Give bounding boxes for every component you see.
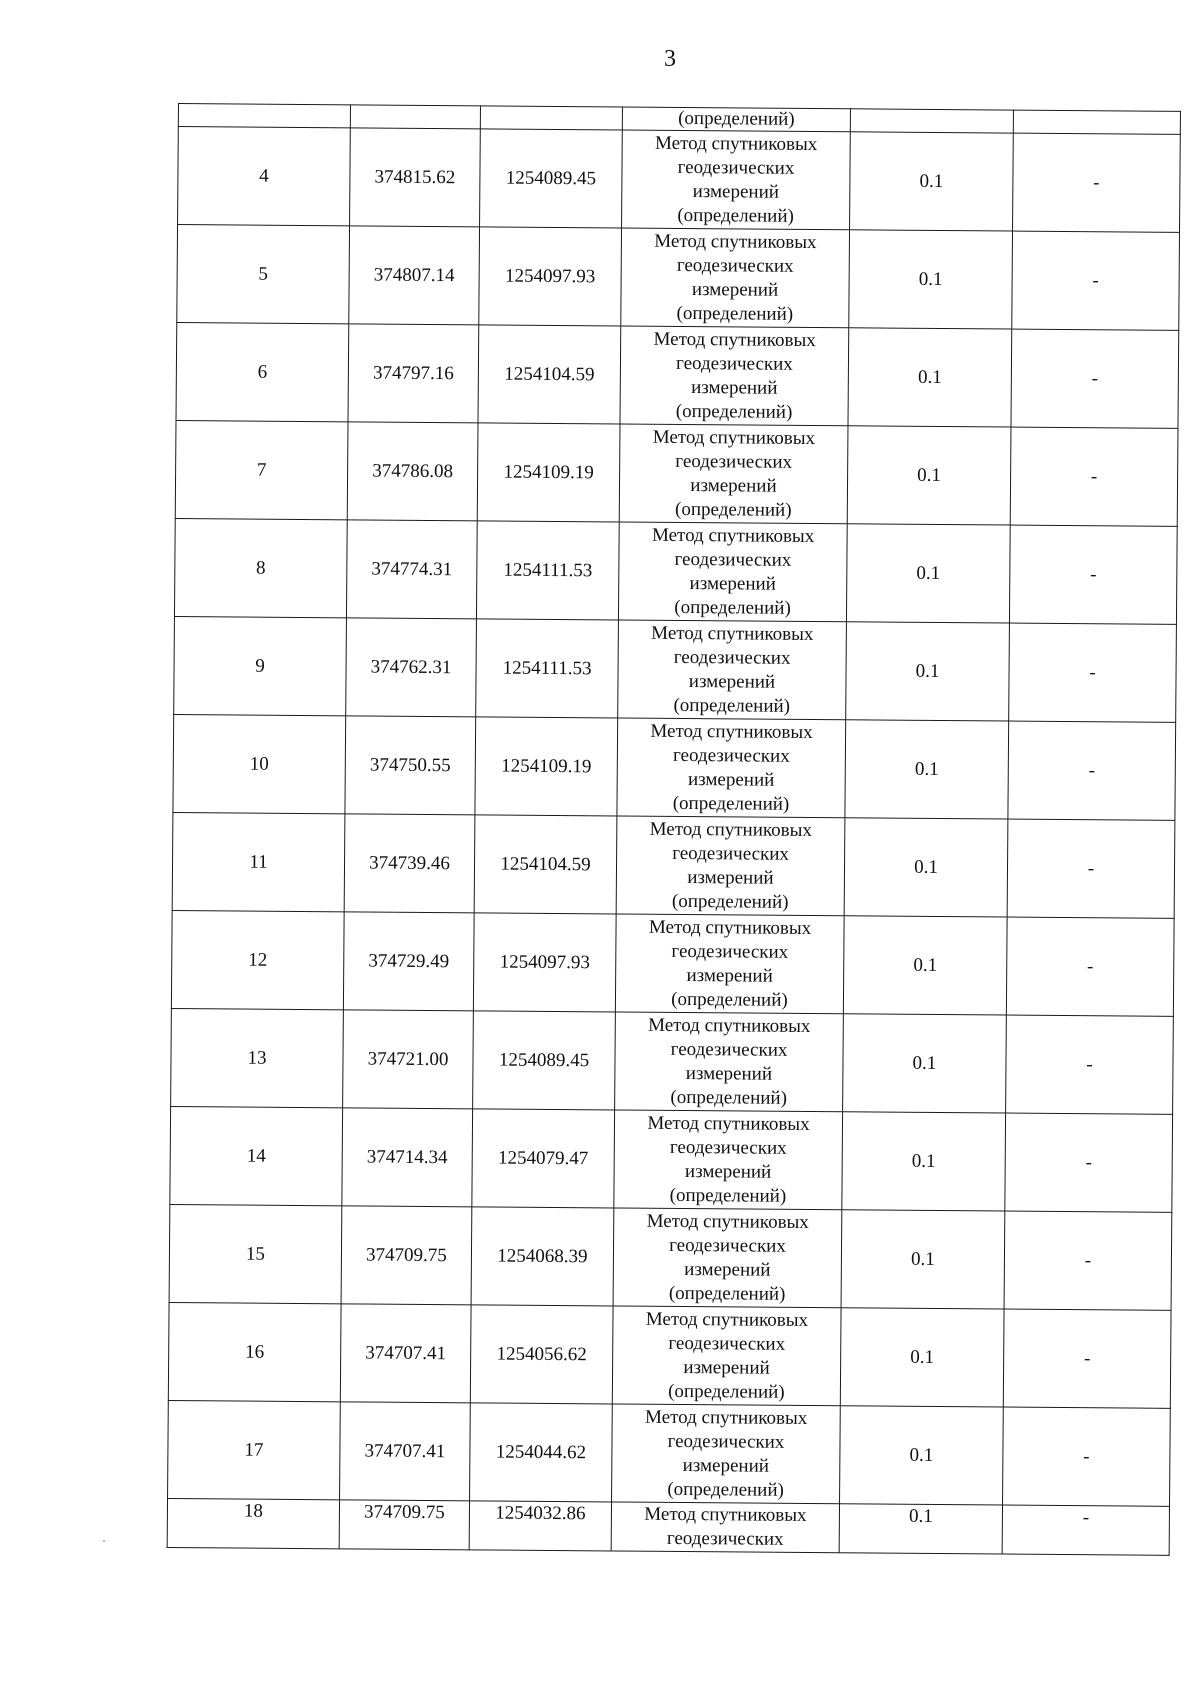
point-number-cell: 18 <box>167 1498 339 1548</box>
method-line: Метод спутниковых <box>644 1503 807 1526</box>
accuracy-cell: 0.1 <box>846 524 1010 623</box>
table-row <box>176 322 1179 428</box>
method-line: измерений <box>690 474 777 497</box>
method-cell <box>612 1306 841 1406</box>
table-row <box>171 910 1174 1016</box>
method-line: Метод спутниковых <box>649 818 813 841</box>
method-line: (определений) <box>671 988 788 1011</box>
method-cell: (определений) <box>622 107 850 132</box>
method-line: Метод спутниковых <box>654 132 818 155</box>
note-cell: - <box>1009 525 1177 624</box>
method-line: геодезических <box>672 744 790 767</box>
method-cell <box>615 1012 844 1112</box>
scan-speck <box>103 1540 105 1542</box>
method-line: (определений) <box>674 498 792 521</box>
method-line: измерений <box>687 768 775 791</box>
note-cell: - <box>1003 1407 1171 1506</box>
x-coordinate-cell: 374807.14 <box>349 226 480 325</box>
note-cell: - <box>1013 133 1181 232</box>
method-line: (определений) <box>668 1380 785 1403</box>
point-number-cell: 13 <box>171 1008 344 1107</box>
point-number-cell: 5 <box>177 225 350 324</box>
accuracy-cell: 0.1 <box>848 328 1012 427</box>
y-coordinate-cell: 1254109.19 <box>477 423 620 522</box>
method-line: Метод спутниковых <box>645 1308 809 1331</box>
method-line: геодезических <box>669 1234 786 1257</box>
point-number-cell: 16 <box>168 1302 341 1401</box>
point-number-cell: 9 <box>174 616 347 715</box>
method-line: Метод спутниковых <box>654 230 817 253</box>
method-line: (определений) <box>674 596 791 619</box>
method-line: измерений <box>682 1454 770 1477</box>
x-coordinate-cell: 374750.55 <box>345 716 476 815</box>
accuracy-cell: 0.1 <box>841 1210 1005 1309</box>
method-line: (определений) <box>671 890 789 913</box>
method-line: Метод спутниковых <box>652 426 816 449</box>
y-coordinate-cell: 1254111.53 <box>476 619 619 718</box>
accuracy-cell: 0.1 <box>845 720 1009 819</box>
y-coordinate-cell: 1254089.45 <box>480 129 623 228</box>
method-line: геодезических <box>666 1527 784 1550</box>
method-line: (определений) <box>670 1086 788 1109</box>
note-cell: - <box>1006 1015 1174 1114</box>
x-coordinate-cell: 374797.16 <box>348 324 479 423</box>
accuracy-cell: 0.1 <box>849 230 1013 329</box>
method-line: измерений <box>691 376 778 399</box>
note-cell: - <box>1008 721 1176 820</box>
point-number-cell: 4 <box>178 127 351 226</box>
y-coordinate-cell: 1254089.45 <box>473 1011 616 1110</box>
method-line: (определений) <box>669 1184 787 1207</box>
x-coordinate-cell: 374786.08 <box>347 422 478 521</box>
point-number-cell: 15 <box>169 1204 342 1303</box>
x-coordinate-cell: 374709.75 <box>341 1206 472 1305</box>
accuracy-cell: 0.1 <box>842 1112 1006 1211</box>
y-coordinate-cell: 1254111.53 <box>476 521 619 620</box>
method-cell <box>618 620 847 720</box>
method-line: Метод спутниковых <box>648 1014 811 1037</box>
method-cell <box>618 522 847 622</box>
method-line: Метод спутниковых <box>644 1406 808 1429</box>
method-line: Метод спутниковых <box>651 524 815 547</box>
note-cell: - <box>1012 231 1180 330</box>
table-row <box>168 1302 1171 1408</box>
accuracy-cell: 0.1 <box>844 818 1008 917</box>
note-cell: - <box>1011 329 1179 428</box>
method-line: измерений <box>684 1258 771 1281</box>
method-line: измерений <box>692 180 780 203</box>
y-coordinate-cell: 1254104.59 <box>474 815 617 914</box>
note-cell <box>1013 110 1180 134</box>
method-line: геодезических <box>668 1332 786 1355</box>
method-line: (определений) <box>677 204 794 227</box>
table-row <box>168 1400 1171 1506</box>
table-row <box>171 1008 1174 1114</box>
method-line: Метод спутниковых <box>650 720 813 743</box>
method-cell <box>611 1502 839 1553</box>
point-number-cell: 17 <box>168 1400 341 1499</box>
y-coordinate-cell: 1254097.93 <box>479 227 622 326</box>
x-coordinate-cell: 374707.41 <box>340 1304 471 1403</box>
method-line: Метод спутниковых <box>653 328 816 351</box>
method-cell <box>621 228 850 328</box>
table-row <box>177 225 1180 331</box>
y-coordinate-cell: 1254104.59 <box>478 325 621 424</box>
method-line: (определений) <box>675 400 793 423</box>
table-row <box>175 420 1178 526</box>
x-coordinate-cell: 374739.46 <box>344 814 475 913</box>
y-coordinate-cell: 1254109.19 <box>475 717 618 816</box>
table-row <box>174 616 1177 722</box>
method-line: геодезических <box>671 940 789 963</box>
method-line: измерений <box>688 670 776 693</box>
note-cell: - <box>1009 623 1177 722</box>
y-coordinate-cell: 1254044.62 <box>470 1403 613 1502</box>
method-line: геодезических <box>676 254 794 277</box>
y-coordinate-cell: 1254056.62 <box>470 1305 613 1404</box>
point-number-cell: 11 <box>172 812 345 911</box>
accuracy-cell: 0.1 <box>847 426 1011 525</box>
y-coordinate-cell: 1254079.47 <box>472 1109 615 1208</box>
method-line: измерений <box>687 866 774 889</box>
method-line: (определений) <box>676 302 794 325</box>
x-coordinate-cell: 374762.31 <box>346 618 477 717</box>
method-line: геодезических <box>677 156 795 179</box>
method-cell <box>612 1404 841 1504</box>
point-number-cell: 7 <box>175 420 348 519</box>
y-coordinate-cell: 1254097.93 <box>473 913 616 1012</box>
method-line: геодезических <box>675 450 793 473</box>
point-number-cell: 8 <box>174 518 347 617</box>
y-coordinate-cell <box>480 106 622 130</box>
method-cell <box>620 326 849 426</box>
point-number-cell: 10 <box>173 714 346 813</box>
method-cell <box>619 424 848 524</box>
method-line: геодезических <box>670 1038 788 1061</box>
accuracy-cell: 0.1 <box>839 1504 1002 1554</box>
note-cell: - <box>1002 1505 1169 1555</box>
method-line: измерений <box>691 278 779 301</box>
note-cell: - <box>1006 917 1174 1016</box>
note-cell: - <box>1003 1309 1171 1408</box>
method-line: (определений) <box>668 1282 786 1305</box>
accuracy-cell: 0.1 <box>846 622 1010 721</box>
method-line: измерений <box>686 964 773 987</box>
method-line: геодезических <box>674 548 792 571</box>
method-line: Метод спутниковых <box>651 622 814 645</box>
x-coordinate-cell: 374721.00 <box>343 1010 474 1109</box>
accuracy-cell: 0.1 <box>840 1406 1004 1505</box>
page-number: 3 <box>664 46 676 72</box>
coordinates-table <box>167 103 1181 1556</box>
x-coordinate-cell: 374815.62 <box>350 128 481 227</box>
x-coordinate-cell <box>350 105 480 129</box>
note-cell: - <box>1004 1211 1172 1310</box>
method-line: (определений) <box>672 792 790 815</box>
point-number-cell: 6 <box>176 322 349 421</box>
method-line: измерений <box>683 1356 770 1379</box>
table-row <box>174 518 1177 624</box>
point-number-cell: 12 <box>171 910 344 1009</box>
x-coordinate-cell: 374709.75 <box>339 1500 469 1550</box>
method-line: геодезических <box>673 646 791 669</box>
table-row <box>172 812 1175 918</box>
accuracy-cell: 0.1 <box>850 132 1014 231</box>
method-cell <box>622 130 851 230</box>
accuracy-cell: 0.1 <box>840 1308 1004 1407</box>
accuracy-cell: 0.1 <box>843 916 1007 1015</box>
accuracy-cell: 0.1 <box>843 1014 1007 1113</box>
x-coordinate-cell: 374774.31 <box>346 520 477 619</box>
point-number-cell <box>178 104 350 128</box>
method-cell <box>614 1110 843 1210</box>
y-coordinate-cell: 1254068.39 <box>471 1207 614 1306</box>
method-line: геодезических <box>672 842 790 865</box>
accuracy-cell <box>850 109 1013 133</box>
x-coordinate-cell: 374707.41 <box>340 1402 471 1501</box>
method-cell <box>616 816 845 916</box>
method-line: геодезических <box>676 352 793 375</box>
table-row <box>167 1498 1169 1555</box>
method-line: Метод спутниковых <box>648 916 812 939</box>
table-row <box>173 714 1176 820</box>
method-line: измерений <box>685 1062 773 1085</box>
method-cell <box>617 718 846 818</box>
method-line: Метод спутниковых <box>647 1112 810 1135</box>
method-line: геодезических <box>667 1430 785 1453</box>
method-line: геодезических <box>669 1136 787 1159</box>
table-row <box>170 1106 1173 1212</box>
method-cell <box>615 914 844 1014</box>
method-line: Метод спутниковых <box>646 1210 809 1233</box>
table-row <box>178 127 1181 233</box>
method-line: измерений <box>684 1160 772 1183</box>
x-coordinate-cell: 374714.34 <box>342 1108 473 1207</box>
note-cell: - <box>1010 427 1178 526</box>
method-line: измерений <box>689 572 776 595</box>
method-line: (определений) <box>673 694 791 717</box>
note-cell: - <box>1007 819 1175 918</box>
x-coordinate-cell: 374729.49 <box>343 912 474 1011</box>
point-number-cell: 14 <box>170 1106 343 1205</box>
table-row <box>169 1204 1172 1310</box>
y-coordinate-cell: 1254032.86 <box>469 1501 611 1551</box>
note-cell: - <box>1005 1113 1173 1212</box>
method-cell <box>613 1208 842 1308</box>
method-line: (определений) <box>667 1478 784 1501</box>
